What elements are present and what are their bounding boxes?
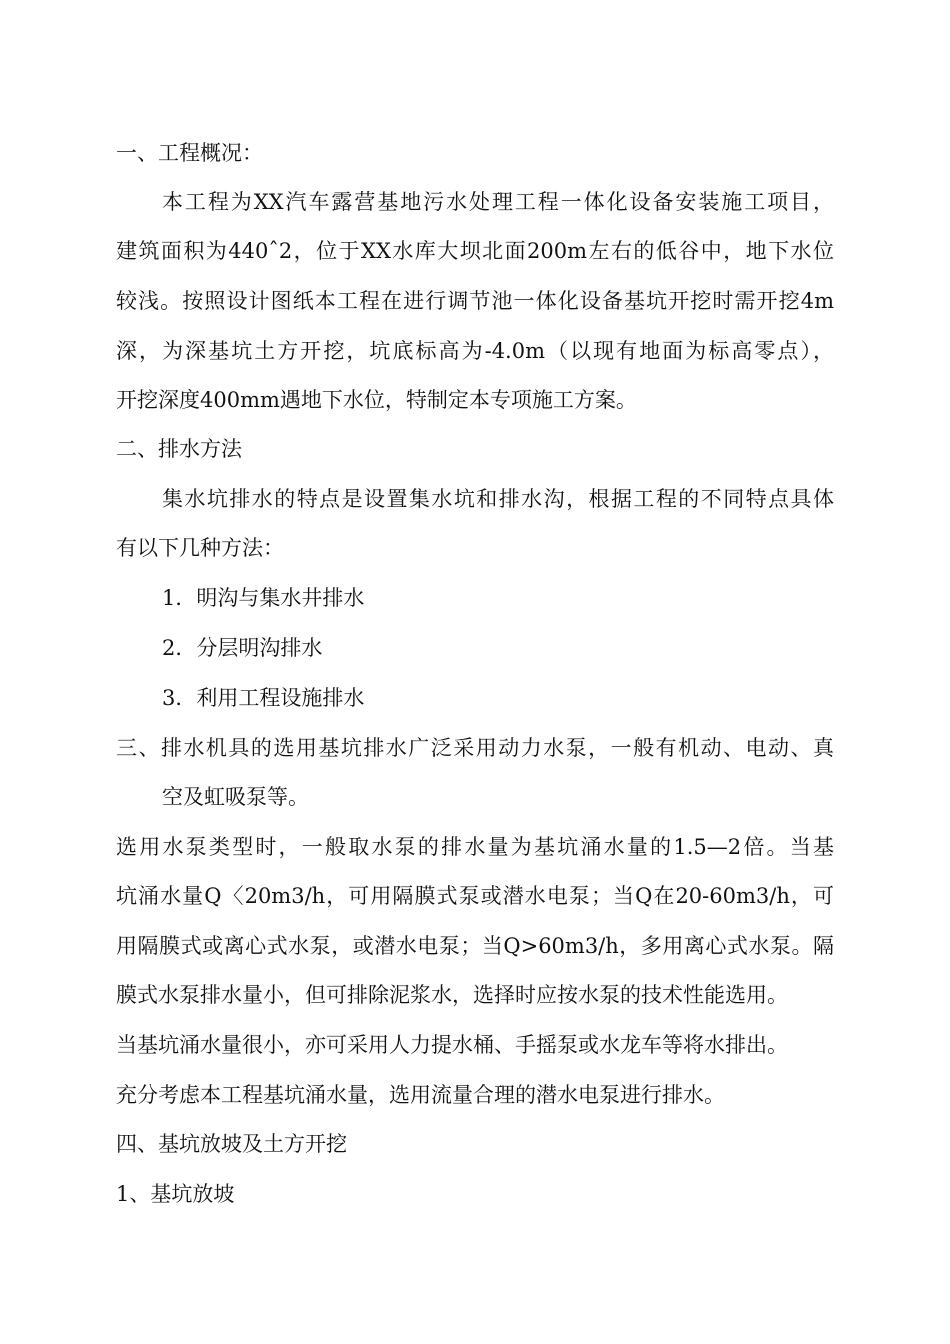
paragraph-line: 空及虹吸泵等。 [162, 785, 309, 809]
paragraph-line: 坑涌水量Q〈20m3/h，可用隔膜式泵或潜水电泵；当Q在20-60m3/h，可 [116, 884, 834, 908]
paragraph-line: 充分考虑本工程基坑涌水量，选用流量合理的潜水电泵进行排水。 [116, 1083, 725, 1107]
section-heading-1: 一、工程概况： [116, 141, 263, 165]
list-item: 2．分层明沟排水 [162, 636, 323, 660]
paragraph-line: 深，为深基坑土方开挖，坑底标高为-4.0m（以现有地面为标高零点）， [116, 339, 834, 363]
paragraph-line: 选用水泵类型时，一般取水泵的排水量为基坑涌水量的1.5—2倍。当基 [116, 835, 834, 859]
paragraph-line: 当基坑涌水量很小，亦可采用人力提水桶、手摇泵或水龙车等将水排出。 [116, 1033, 788, 1057]
paragraph-line: 集水坑排水的特点是设置集水坑和排水沟，根据工程的不同特点具体 [162, 487, 834, 511]
paragraph-line: 开挖深度400mm遇地下水位，特制定本专项施工方案。 [116, 388, 637, 412]
section-heading-4: 四、基坑放坡及土方开挖 [116, 1132, 347, 1156]
paragraph-line: 本工程为XX汽车露营基地污水处理工程一体化设备安装施工项目， [162, 190, 834, 214]
paragraph-line: 建筑面积为440ˆ2，位于XX水库大坝北面200m左右的低谷中，地下水位 [116, 239, 834, 263]
paragraph-line: 有以下几种方法： [116, 536, 284, 560]
subsection-heading: 1、基坑放坡 [116, 1182, 235, 1206]
paragraph-line: 用隔膜式或离心式水泵，或潜水电泵；当Q>60m3/h，多用离心式水泵。隔 [116, 934, 834, 958]
list-item: 3．利用工程设施排水 [162, 686, 365, 710]
section-heading-2: 二、排水方法 [116, 437, 242, 461]
paragraph-line: 较浅。按照设计图纸本工程在进行调节池一体化设备基坑开挖时需开挖4m [116, 289, 834, 313]
section-heading-3: 三、排水机具的选用基坑排水广泛采用动力水泵，一般有机动、电动、真 [116, 736, 834, 760]
list-item: 1．明沟与集水井排水 [162, 586, 365, 610]
paragraph-line: 膜式水泵排水量小，但可排除泥浆水，选择时应按水泵的技术性能选用。 [116, 983, 788, 1007]
